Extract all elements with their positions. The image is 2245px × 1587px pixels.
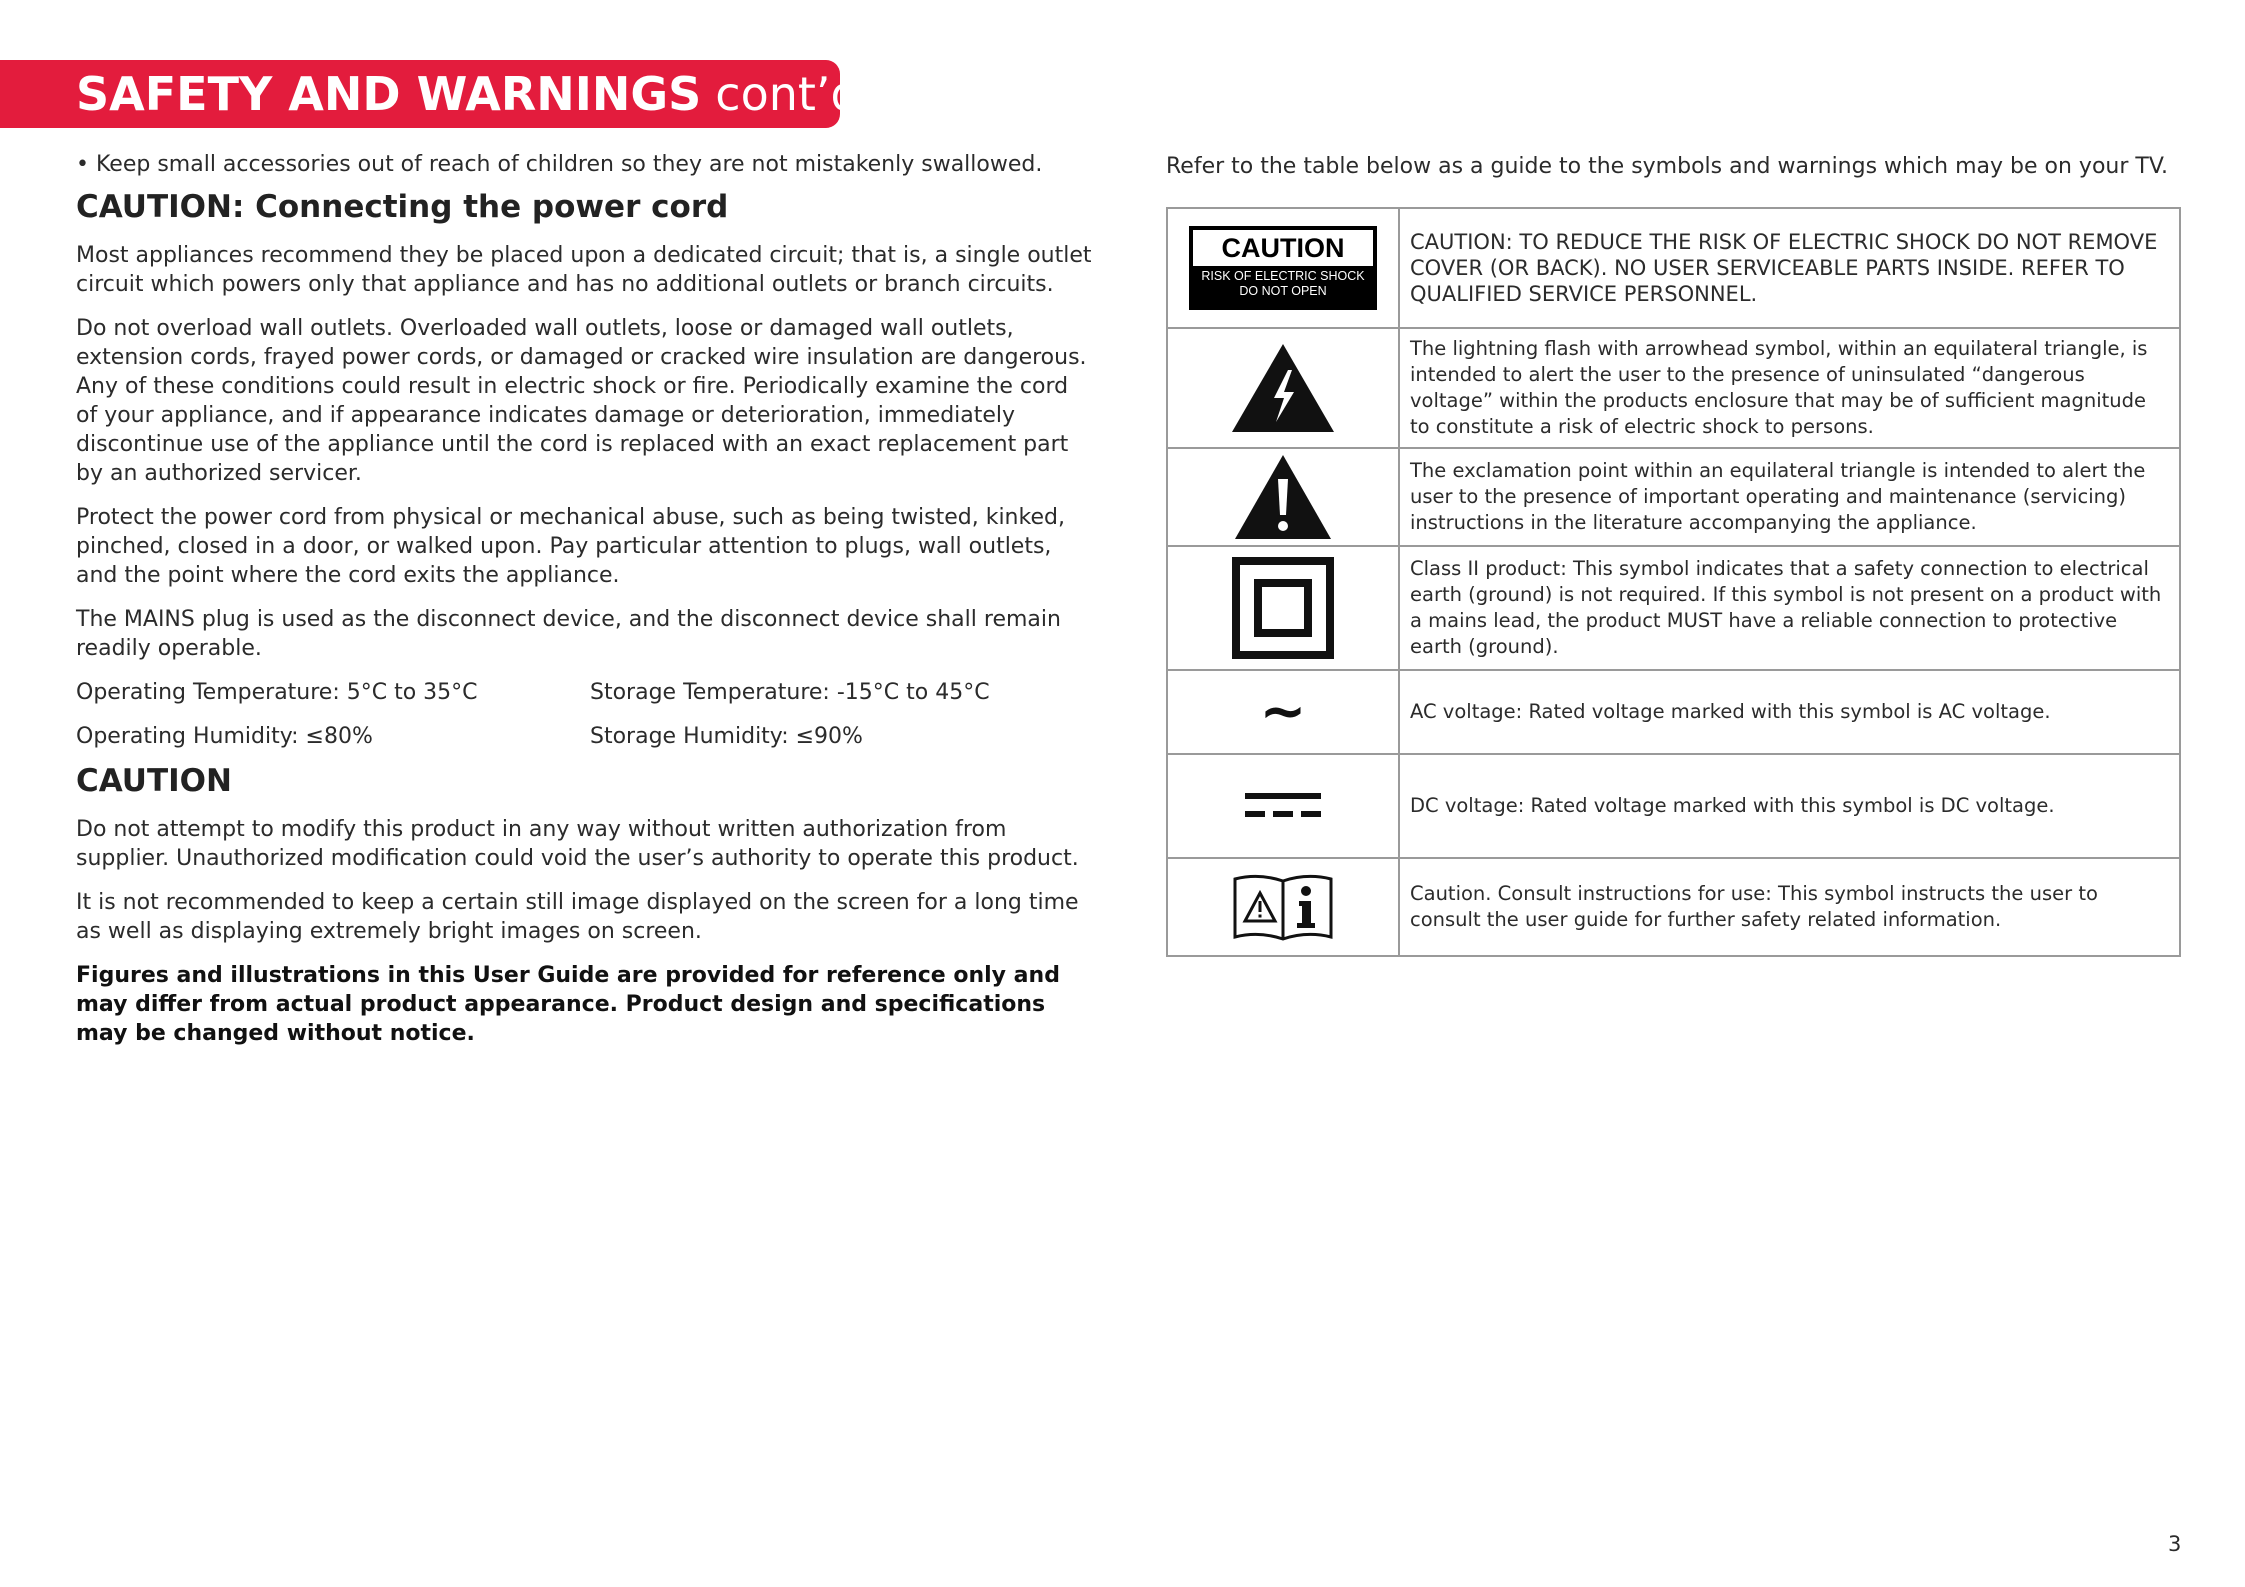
power-cord-paragraph: Most appliances recommend they be placed upon a dedicated circuit; that is, a single outlet circuit which powers only that appliance and has no additional outlets or branch circuits.: [76, 243, 1092, 297]
section-banner: [0, 60, 860, 128]
power-cord-paragraph: Protect the power cord from physical or mechanical abuse, such as being twisted, kinked, pinched, closed in a door, or walked upon. Pay particular attention to plugs, wall outlets, and the point where the cord exits the appliance.: [76, 505, 1065, 588]
consult-instructions-icon: [1233, 871, 1333, 943]
storage-humidity: Storage Humidity: ≤90%: [590, 724, 863, 749]
symbol-description: Class II product: This symbol indicates that a safety connection to electrical earth (ground) is not required. If this symbol is not present on a product with a mains lead, the product MUST have a reliable connection to protective earth (ground).: [1399, 546, 2180, 670]
section-title-suffix: cont’d: [715, 67, 860, 121]
table-row: [1167, 546, 2180, 670]
exclamation-triangle-icon: [1233, 453, 1333, 541]
table-row: [1167, 328, 2180, 448]
symbols-table: [1166, 207, 2181, 957]
caution-label-icon: [1189, 226, 1377, 310]
ac-voltage-icon: ~: [1259, 679, 1307, 744]
caution-label-line: DO NOT OPEN: [1239, 284, 1327, 298]
storage-temperature: Storage Temperature: -15°C to 45°C: [590, 680, 990, 705]
caution-heading: CAUTION: [76, 763, 232, 799]
power-cord-heading: CAUTION: Connecting the power cord: [76, 189, 729, 225]
environment-specs: [76, 678, 1096, 751]
symbol-cell: [1167, 546, 1399, 670]
symbol-description: The exclamation point within an equilateral triangle is intended to alert the user to the presence of important operating and maintenance (servicing) instructions in the literature accompanying the appliance.: [1399, 448, 2180, 546]
symbol-cell: [1167, 208, 1399, 328]
symbol-cell: [1167, 670, 1399, 754]
dc-voltage-icon: [1245, 791, 1321, 821]
caution-label-title: CAUTION: [1193, 230, 1373, 266]
caution-paragraph: Do not attempt to modify this product in any way without written authorization from supplier. Unauthorized modification could void the user’s authority to operate this product.: [76, 817, 1079, 871]
symbol-description: CAUTION: TO REDUCE THE RISK OF ELECTRIC SHOCK DO NOT REMOVE COVER (OR BACK). NO USER SERVICEABLE PARTS INSIDE. REFER TO QUALIFIED SERVICE PERSONNEL.: [1399, 208, 2180, 328]
symbol-cell: [1167, 858, 1399, 956]
symbol-description: The lightning flash with arrowhead symbol, within an equilateral triangle, is intended to alert the user to the presence of uninsulated “dangerous voltage” within the products enclosure that may be of sufficient magnitude to constitute a risk of electric shock to persons.: [1399, 328, 2180, 448]
symbol-cell: [1167, 448, 1399, 546]
table-row: [1167, 670, 2180, 754]
power-cord-paragraph: Do not overload wall outlets. Overloaded wall outlets, loose or damaged wall outlets, extension cords, frayed power cords, or damaged or cracked wire insulation are dangerous. Any of these conditions could result in electric shock or fire. Periodically examine the cord of your appliance, and if appearance indicates damage or deterioration, immediately discontinue use of the appliance until the cord is replaced with an exact replacement part by an authorized servicer.: [76, 316, 1087, 486]
power-cord-paragraph: The MAINS plug is used as the disconnect device, and the disconnect device shall remain readily operable.: [76, 607, 1061, 661]
symbol-description: DC voltage: Rated voltage marked with this symbol is DC voltage.: [1399, 754, 2180, 858]
left-column: [76, 150, 1096, 1063]
reference-notice: Figures and illustrations in this User Guide are provided for reference only and may differ from actual product appearance. Product design and specifications may be changed without notice.: [76, 963, 1060, 1046]
symbols-intro: Refer to the table below as a guide to the symbols and warnings which may be on your TV.: [1166, 154, 2169, 179]
symbol-cell: [1167, 328, 1399, 448]
page-number: 3: [2168, 1532, 2182, 1556]
table-row: [1167, 754, 2180, 858]
caution-label-line: RISK OF ELECTRIC SHOCK: [1201, 269, 1365, 283]
caution-paragraph: It is not recommended to keep a certain still image displayed on the screen for a long time as well as displaying extremely bright images on screen.: [76, 890, 1079, 944]
section-title: SAFETY AND WARNINGS: [76, 67, 702, 121]
accessories-bullet: • Keep small accessories out of reach of children so they are not mistakenly swallowed.: [76, 152, 1043, 177]
symbol-cell: [1167, 754, 1399, 858]
table-row: [1167, 858, 2180, 956]
lightning-triangle-icon: [1230, 342, 1336, 434]
symbol-description: Caution. Consult instructions for use: This symbol instructs the user to consult the user guide for further safety related information.: [1399, 858, 2180, 956]
class-ii-icon: [1232, 557, 1334, 659]
operating-humidity: Operating Humidity: ≤80%: [76, 724, 373, 749]
table-row: [1167, 208, 2180, 328]
table-row: [1167, 448, 2180, 546]
symbol-description: AC voltage: Rated voltage marked with this symbol is AC voltage.: [1399, 670, 2180, 754]
operating-temperature: Operating Temperature: 5°C to 35°C: [76, 680, 478, 705]
